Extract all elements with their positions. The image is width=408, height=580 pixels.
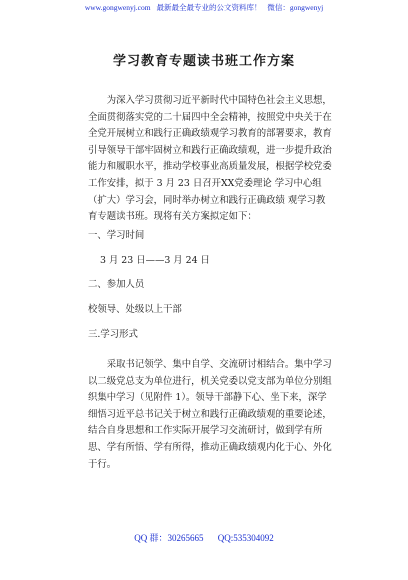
intro-line: 全党开展树立和践行正确政绩观学习教育的部署要求，教育 [88,128,332,140]
form-line: 于行。 [88,458,117,470]
header-slogan: 最新最全最专业的公文资料库！ [156,3,262,12]
intro-line: 全面贯彻落实党的二十届四中全会精神，按照党中央关于在 [88,111,332,123]
document-title: 学习教育专题读书班工作方案 [112,54,295,69]
section-study-form [88,327,350,344]
intro-line: 引导领导干部牢固树立和践行正确政绩观，进一步提升政治 [88,144,332,156]
form-paragraph [88,357,350,473]
intro-line: 育专题读书班。现将有关方案拟定如下： [88,211,257,223]
intro-line: 为深入学习贯彻习近平新时代中国特色社会主义思想， [88,95,332,106]
footer-qq-number: QQ:535304092 [217,533,274,543]
section-content: 校领导、处级以上干部 [88,303,182,315]
section-study-time [88,228,350,269]
intro-paragraph [88,93,350,226]
header-site-link[interactable]: www.gongwenyj.com [84,3,151,12]
form-line: 采取书记领学、集中自学、交流研讨相结合。集中学习 [88,359,332,370]
section-heading: 一、学习时间 [88,230,145,241]
page-footer [0,531,408,544]
section-content: 3 月 23 日——3 月 24 日 [100,254,210,266]
form-line: 织集中学习（见附件 1）。领导干部静下心、坐下来，深学 [88,392,327,404]
intro-line: 能力和履职水平，推动学校事业高质量发展，根据学校党委 [88,161,332,173]
section-heading: 三.学习形式 [88,329,138,340]
header-wechat: 微信：gongwenyj [267,3,324,12]
section-heading: 二、参加人员 [88,279,145,290]
form-line: 思、学有所悟、学有所得，推动正确政绩观内化于心、外化 [88,441,332,453]
form-line: 以二级党总支为单位进行，机关党委以党支部为单位分别组 [88,375,332,387]
form-line: 细悟习近平总书记关于树立和践行正确政绩观的重要论述， [88,408,332,420]
form-line: 结合自身思想和工作实际开展学习交流研讨，做到学有所 [88,425,323,437]
footer-qq-group: QQ 群：30265665 [134,533,204,543]
intro-line: 工作安排，拟于 3 月 23 日召开XX党委理论 学习中心组 [88,177,322,189]
intro-line: （扩大）学习会，同时举办树立和践行正确政绩 观学习教 [88,194,326,206]
section-participants [88,277,350,318]
page-header [0,2,408,13]
